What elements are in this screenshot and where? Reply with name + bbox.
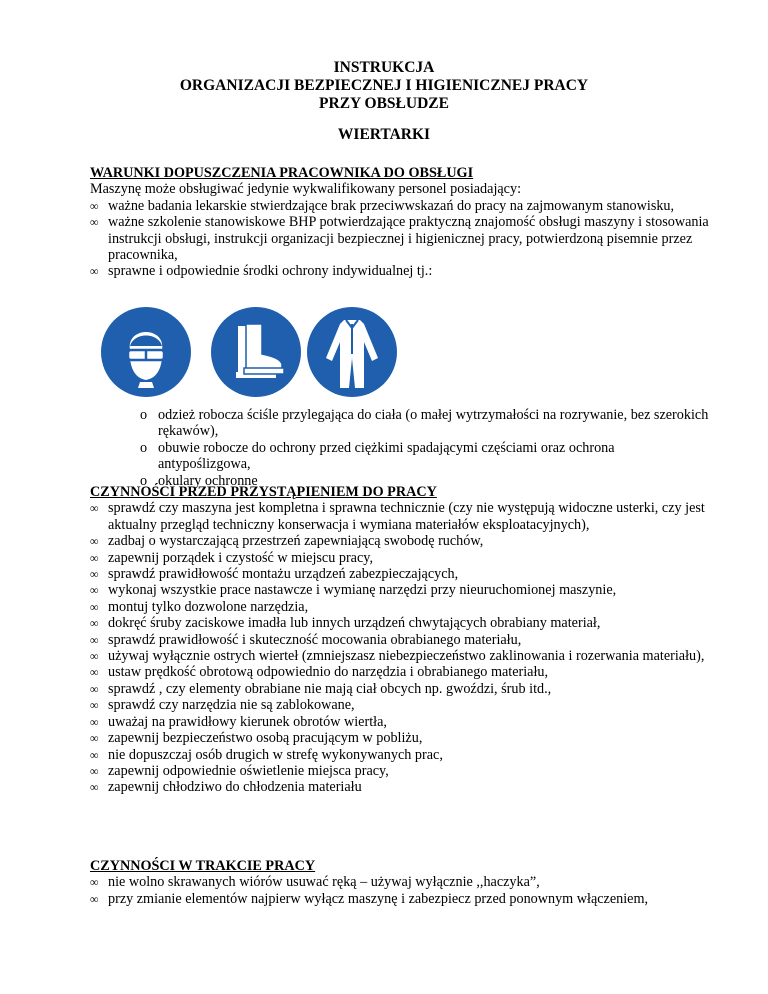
bullet-list	[90, 500, 710, 795]
safety-boots-icon	[210, 306, 302, 398]
section-heading: CZYNNOŚCI W TRAKCIE PRACY	[90, 858, 316, 874]
title-line-1: INSTRUKCJA	[333, 59, 435, 76]
list-item: ∞ sprawdź prawidłowość i skuteczność mocowania obrabianego materiału,	[90, 632, 710, 648]
section-before-work	[90, 484, 710, 796]
sub-list	[140, 407, 710, 489]
ppe-sublist	[90, 407, 710, 489]
title-line-2: ORGANIZACJI BEZPIECZNEJ I HIGIENICZNEJ PRACY	[179, 77, 589, 94]
sub-list-item: o okulary ochronne	[140, 473, 710, 489]
document-title	[0, 59, 768, 113]
list-item: ∞ uważaj na prawidłowy kierunek obrotów wiertła,	[90, 714, 710, 730]
safety-goggles-icon	[100, 306, 192, 398]
list-item: ∞ nie dopuszczaj osób drugich w strefę wykonywanych prac,	[90, 747, 710, 763]
list-item: ∞ dokręć śruby zaciskowe imadła lub innych urządzeń chwytających obrabiany materiał,	[90, 615, 710, 631]
bullet-list	[90, 198, 710, 280]
list-item: ∞ wykonaj wszystkie prace nastawcze i wymianę narzędzi przy nieuruchomionej maszynie,	[90, 582, 710, 598]
list-item: ∞ zapewnij porządek i czystość w miejscu pracy,	[90, 550, 710, 566]
sub-list-item: o obuwie robocze do ochrony przed ciężkimi spadającymi częściami oraz ochrona antypoślizgowa,	[140, 440, 710, 473]
list-item: ∞ ustaw prędkość obrotową odpowiednio do narzędzia i obrabianego materiału,	[90, 664, 710, 680]
section-intro: Maszynę może obsługiwać jedynie wykwalifikowany personel posiadający:	[90, 181, 522, 198]
section-heading: WARUNKI DOPUSZCZENIA PRACOWNIKA DO OBSŁUGI	[90, 165, 474, 181]
list-item: ∞ sprawdź prawidłowość montażu urządzeń zabezpieczających,	[90, 566, 710, 582]
list-item: ∞ montuj tylko dozwolone narzędzia,	[90, 599, 710, 615]
list-item: ∞ przy zmianie elementów najpierw wyłącz maszynę i zabezpiecz przed ponownym włączeniem,	[90, 891, 710, 907]
sub-list-item: o odzież robocza ściśle przylegająca do ciała (o małej wytrzymałości na rozrywanie, bez szerokich rękawów),	[140, 407, 710, 440]
list-item: ∞ zapewnij odpowiednie oświetlenie miejsca pracy,	[90, 763, 710, 779]
list-item: ∞ sprawne i odpowiednie środki ochrony indywidualnej tj.:	[90, 263, 710, 279]
list-item: ∞ ważne szkolenie stanowiskowe BHP potwierdzające praktyczną znajomość obsługi maszyny i stosowania instrukcji obsługi, instrukcji organizacji bezpiecznej i higienicznej pracy, potwierdzoną pisemnie przez pracownika,	[90, 214, 710, 263]
list-item: ∞ zadbaj o wystarczającą przestrzeń zapewniającą swobodę ruchów,	[90, 533, 710, 549]
list-item: ∞ sprawdź czy maszyna jest kompletna i sprawna technicznie (czy nie występują widoczne usterki, czy jest aktualny przegląd techniczny konserwacja i wymiana materiałów eksploatacyjnych),	[90, 500, 710, 533]
machine-name: WIERTARKI	[337, 126, 431, 143]
section-heading: CZYNNOŚCI PRZED PRZYSTĄPIENIEM DO PRACY	[90, 484, 437, 500]
protective-clothing-icon	[306, 306, 398, 398]
list-item: ∞ zapewnij chłodziwo do chłodzenia materiału	[90, 779, 710, 795]
section-admission-conditions	[90, 165, 710, 280]
list-item: ∞ zapewnij bezpieczeństwo osobą pracującym w pobliżu,	[90, 730, 710, 746]
bullet-list	[90, 874, 710, 907]
list-item: ∞ używaj wyłącznie ostrych wierteł (zmniejszasz niebezpieczeństwo zaklinowania i rozerwania materiału),	[90, 648, 710, 664]
section-during-work	[90, 858, 710, 907]
list-item: ∞ sprawdź czy narzędzia nie są zablokowane,	[90, 697, 710, 713]
title-line-3: PRZY OBSŁUDZE	[319, 95, 449, 112]
list-item: ∞ sprawdź , czy elementy obrabiane nie mają ciał obcych np. gwoździ, śrub itd.,	[90, 681, 710, 697]
list-item: ∞ nie wolno skrawanych wiórów usuwać ręką – używaj wyłącznie ,,haczyka”,	[90, 874, 710, 890]
list-item: ∞ ważne badania lekarskie stwierdzające brak przeciwwskazań do pracy na zajmowanym stanowisku,	[90, 198, 710, 214]
